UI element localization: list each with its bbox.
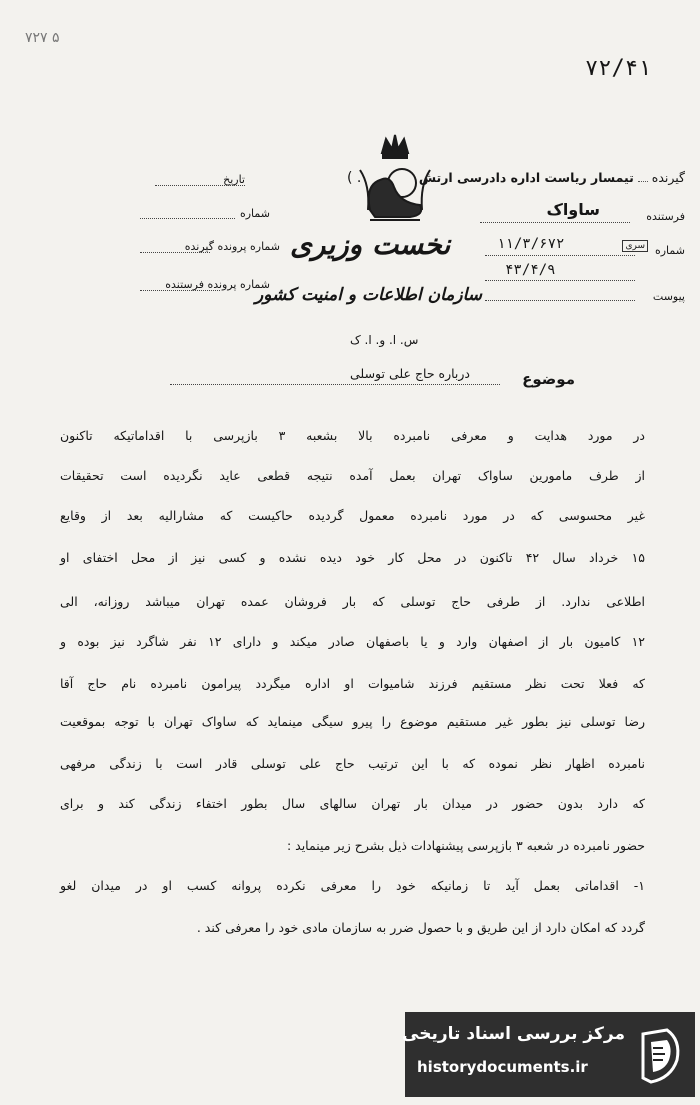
body-line-13: گردد که امکان دارد از این طریق و با حصول ضرر به سازمان مادی خود را معرفی کند .: [196, 920, 645, 935]
body-line-10: که دارد بدون حضور در میدان بار تهران سالهای سال بطور اختفاء زندگی کند و برای: [60, 796, 645, 811]
sender-file-label: شماره پرونده فرستنده: [165, 278, 270, 291]
classification-stamp: سری: [622, 240, 648, 252]
archive-watermark: [402, 1012, 695, 1097]
body-line-2: از طرف مامورین ساواک تهران بعمل آمده نتیجه قطعی عاید نگردیده است تحقیقات: [60, 468, 645, 483]
letter-date-value: ۴۳/۴/۹: [505, 262, 556, 278]
archive-logo-icon: [637, 1026, 685, 1086]
body-line-6: ۱۲ کامیون بار از اصفهان وارد و یا باصفهان صادر میکند و دارای ۱۲ نفر شاگرد نیز بوده و: [60, 634, 645, 649]
body-line-9: نامبرده اظهار نظر نموده که با این ترتیب حاج علی توسلی قادر است با زندگی مرفهی: [60, 756, 645, 771]
subject-value: درباره حاج علی توسلی: [350, 366, 470, 381]
top-corner-mark: ۷۲۷ ۵: [25, 30, 60, 46]
letter-number-value: ۱۱/۳/۶۷۲: [497, 236, 565, 252]
body-line-5: اطلاعی ندارد. از طرفی حاج توسلی که بار فروشان عمده تهران میباشد روزانه، الی: [60, 594, 645, 609]
document-archive-number: ۷۲/۴۱: [585, 56, 652, 81]
recipient-line: [419, 170, 685, 185]
recipient-closing-bracket: ( .: [347, 170, 362, 186]
body-line-7: که فعلا تحت نظر مستقیم فرزند شامیوات او اداره میگردد پیرامون نامبرده نام حاج آقا: [60, 676, 645, 691]
organization-abbreviation: س. ا. و. ا. ک: [350, 333, 419, 347]
body-line-3: غیر محسوسی که در مورد نامبرده معمول گردیده حاکیست که مشارالیه بعد از وقایع: [60, 508, 645, 523]
body-line-4: ۱۵ خرداد سال ۴۲ تاکنون در محل کار خود دیده نشده و کسی نیز از محل اختفای او: [60, 550, 645, 565]
body-line-12: ۱- اقداماتی بعمل آید تا زمانیکه خود را معرفی نکرده پروانه کسب او در میدان لغو: [60, 878, 645, 893]
receiver-file-label: شماره پرونده گیرنده: [184, 240, 280, 253]
subject-label: موضوع: [522, 370, 575, 388]
number-label-left: شماره: [239, 207, 270, 220]
sender-value: ساواک: [546, 200, 600, 219]
number-label-right: شماره: [654, 244, 685, 257]
body-line-11: حضور نامبرده در شعبه ۳ بازپرسی پیشنهادات ذیل بشرح زیر مینماید :: [286, 838, 645, 853]
sender-label: فرستنده: [646, 210, 685, 223]
body-line-8: رضا توسلی نیز بطور غیر مستقیم موضوع را پیرو سیگی مینماید که ساواک تهران با توجه بموقعیت: [60, 714, 645, 729]
recipient-prefix: گیرنده: [651, 170, 685, 185]
watermark-title: مرکز بررسی اسناد تاریخی: [402, 1024, 625, 1044]
recipient-value: تیمسار ریاست اداره دادرسی ارتش: [418, 170, 634, 185]
watermark-url: historydocuments.ir: [417, 1058, 588, 1076]
body-line-1: در مورد هدایت و معرفی نامبرده بالا بشعبه ۳ بازپرسی با اقداماتیکه تاکنون: [60, 428, 645, 443]
organization-title: سازمان اطلاعات و امنیت کشور: [255, 285, 483, 305]
attachment-label: پیوست: [652, 290, 685, 303]
date-label: تاریخ: [223, 173, 245, 186]
ministry-title: نخست وزیری: [290, 228, 451, 261]
